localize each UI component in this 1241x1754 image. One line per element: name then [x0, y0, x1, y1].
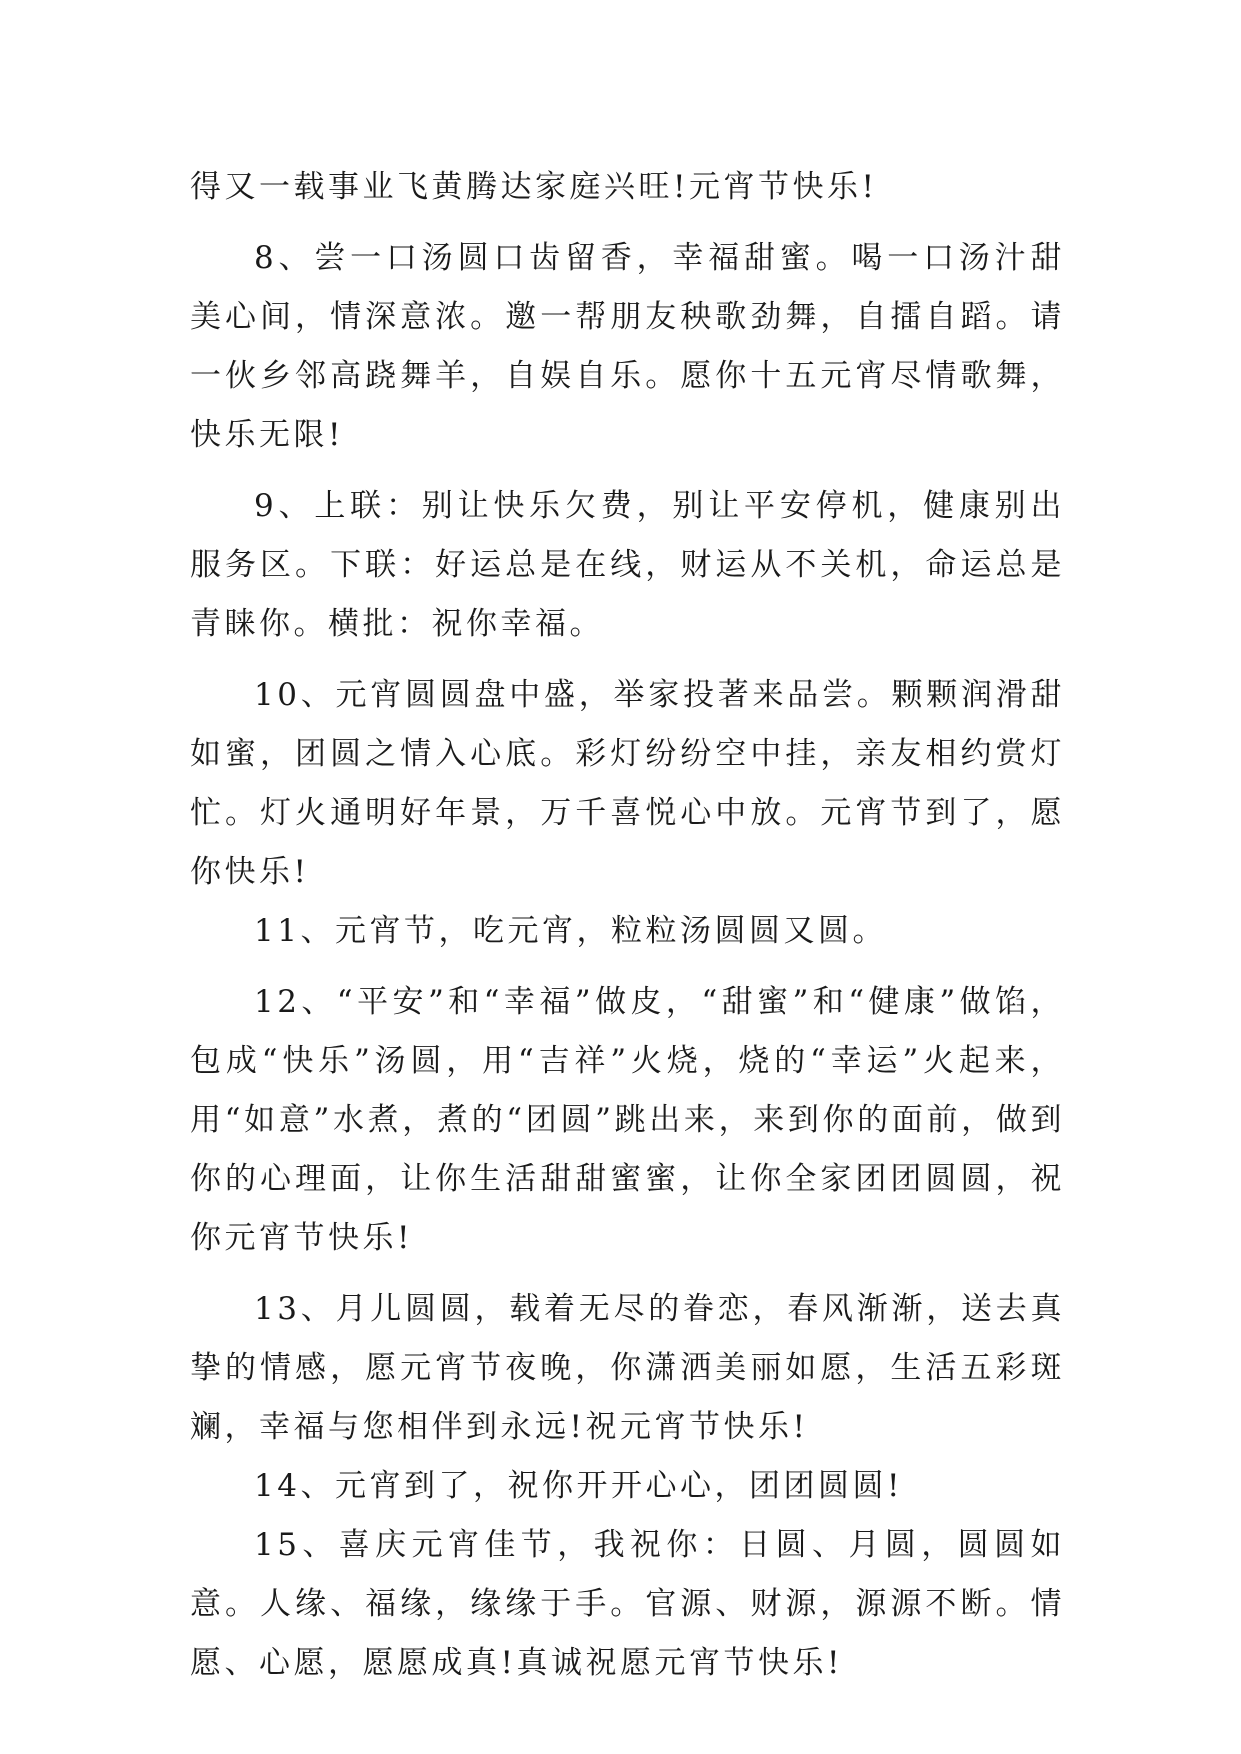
document-body — [190, 158, 1065, 1693]
paragraph-item-11: 11、元宵节，吃元宵，粒粒汤圆圆又圆。 — [254, 913, 887, 949]
paragraph-item-15: 15、喜庆元宵佳节，我祝你：日圆、月圆，圆圆如意。人缘、福缘，缘缘于手。官源、财源，源源不断。情愿、心愿，愿愿成真!真诚祝愿元宵节快乐! — [190, 1527, 1065, 1681]
paragraph-item-9: 9、上联：别让快乐欠费，别让平安停机，健康别出服务区。下联：好运总是在线，财运从不关机，命运总是青睐你。横批：祝你幸福。 — [190, 488, 1065, 642]
paragraph-item-10: 10、元宵圆圆盘中盛，举家投著来品尝。颗颗润滑甜如蜜，团圆之情入心底。彩灯纷纷空中挂，亲友相约赏灯忙。灯火通明好年景，万千喜悦心中放。元宵节到了，愿你快乐! — [190, 677, 1065, 890]
paragraph-item-14: 14、元宵到了，祝你开开心心，团团圆圆! — [254, 1468, 903, 1504]
paragraph-continuation: 得又一载事业飞黄腾达家庭兴旺!元宵节快乐! — [190, 169, 878, 205]
paragraph-item-8: 8、尝一口汤圆口齿留香，幸福甜蜜。喝一口汤汁甜美心间，情深意浓。邀一帮朋友秧歌劲舞，自擂自蹈。请一伙乡邻高跷舞羊，自娱自乐。愿你十五元宵尽情歌舞，快乐无限! — [190, 240, 1065, 453]
paragraph-item-13: 13、月儿圆圆，载着无尽的眷恋，春风渐渐，送去真挚的情感，愿元宵节夜晚，你潇洒美丽如愿，生活五彩斑斓，幸福与您相伴到永远!祝元宵节快乐! — [190, 1291, 1065, 1445]
paragraph-item-12: 12、“平安”和“幸福”做皮，“甜蜜”和“健康”做馅，包成“快乐”汤圆，用“吉祥”火烧，烧的“幸运”火起来，用“如意”水煮，煮的“团圆”跳出来，来到你的面前，做到你的心理面，让你生活甜甜蜜蜜，让你全家团团圆圆，祝你元宵节快乐! — [190, 984, 1065, 1256]
